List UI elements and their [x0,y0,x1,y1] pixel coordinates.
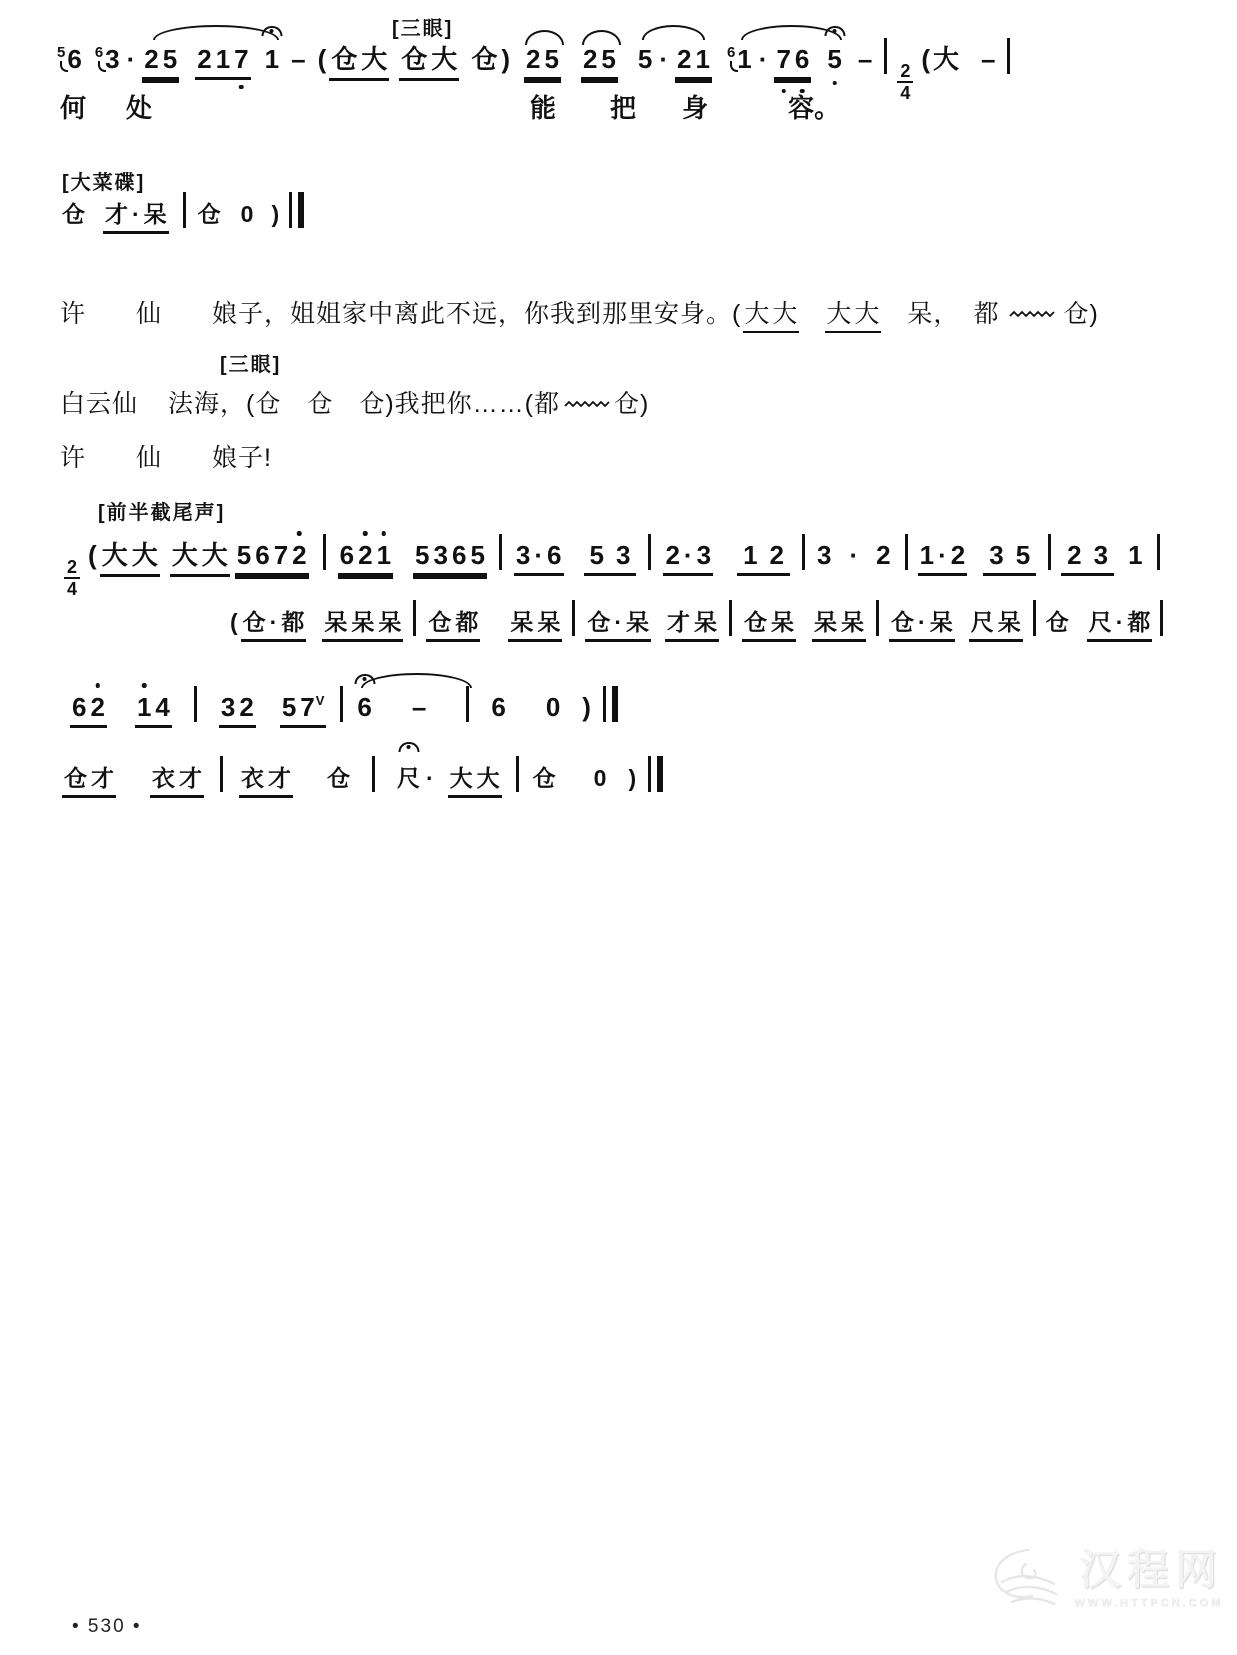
note-part: 大 [772,300,799,328]
note-token [170,535,230,577]
note-part: 5 [827,44,842,74]
slur [361,673,472,688]
note-token [969,604,1023,642]
note-part: 大 [826,300,853,328]
grace-note: 6 [726,44,736,61]
note-part: 2 [239,692,254,722]
note-part: 7 [234,44,249,74]
note-token: 娘子! [212,444,272,472]
note-part: 3 [989,540,1004,570]
note-token [219,692,256,728]
note-part: 5 [470,540,485,570]
note-part: 呆 [351,609,375,635]
note-part: 5 [601,44,616,74]
grace-note: 6 [94,44,104,61]
note-token: ( [921,44,930,74]
note-token: 把 [610,93,637,123]
note-part: 1 [695,44,710,74]
note-part: 1 [136,692,152,722]
barline [802,534,805,570]
note-part: 大 [744,300,771,328]
fermata-icon [398,742,419,752]
note-token [1061,540,1114,576]
note-token: – [981,44,996,74]
barline [372,756,375,792]
note-token [889,604,955,642]
note-token: 1 [737,44,752,74]
note-part: 大 [449,765,473,791]
note-token: ) [271,201,280,227]
note-token [235,540,309,576]
barline [1160,600,1163,636]
note-token: 身 [682,93,709,123]
note-part: 3 [433,540,448,570]
note-token [983,540,1036,576]
grace-note: 5 [57,44,66,61]
barline [466,686,469,722]
note-part: 1 [215,44,231,74]
note-part: 呆 [626,609,650,635]
watermark-site-url: WWW.HTTPCN.COM [1074,1597,1223,1609]
note-token [142,44,179,80]
note-token [825,294,881,333]
note-token: 仓) [1063,300,1099,328]
watermark-text [1074,1546,1223,1609]
note-part: 仓 [744,609,768,635]
note-part: 仓 [428,609,452,635]
note-token [774,44,811,80]
barline [499,534,502,570]
dialogue-line-xuxian [60,286,1099,341]
note-part: 2 [292,540,307,570]
barline [648,534,651,570]
note-token: 仓 [532,765,556,791]
note-token: 许 [60,300,87,328]
note-token [100,535,160,577]
note-token [581,44,618,80]
note-token: · [426,765,434,791]
barline [183,192,186,228]
note-part: 2 [144,44,159,74]
note-part: 7 [776,44,791,74]
note-token: 呆， [907,300,960,328]
note-token: – [291,44,306,74]
note-token [150,760,204,798]
note-part: $7^V$ [300,692,325,722]
barline [1157,534,1160,570]
section-label-qianban: [前半截尾声] [98,502,226,524]
note-part: 5 [1015,540,1031,570]
note-token [322,604,403,642]
note-token: ( [317,44,327,74]
note-part: 都 [455,609,479,635]
note-part: 2 [90,692,105,722]
note-token: 6 [67,44,82,74]
note-token [812,604,866,642]
note-token [399,39,459,81]
note-token: 能 [530,93,557,123]
note-token: ) [628,765,637,791]
note-token [514,540,564,576]
note-part: 1 [919,540,935,570]
note-part: 2 [582,44,598,74]
barline [323,534,326,570]
note-part: 呆 [537,609,561,635]
note-part: 6 [339,540,355,570]
note-part: 2 [665,540,680,570]
note-part: 大 [431,44,458,74]
barline [194,686,197,722]
final-barline [648,756,663,792]
note-token: 3 [817,540,832,570]
section-label-dacaidie: [大菜碟] [62,172,146,194]
note-token: 0 [545,692,561,722]
note-token: 仓 [307,390,334,418]
note-part: 大 [361,44,388,74]
final-barline [289,192,304,228]
watermark [982,1542,1223,1616]
note-token: 法海，(仓 [168,390,282,418]
percussion-line-dacaidie [62,168,304,252]
note-part: 都 [281,609,305,635]
note-token [663,540,713,576]
note-token [241,604,307,642]
barline [876,600,879,636]
note-part: 大 [131,540,158,570]
note-part: 大 [854,300,881,328]
slur [153,25,279,40]
time-top: 2 [64,558,80,579]
note-token: 0 [240,201,254,227]
note-part: · [683,540,693,570]
note-token [665,604,719,642]
note-part: 2 [197,44,212,74]
note-token [103,196,169,234]
note-token: 6 [357,692,371,723]
note-token: 仓 [471,44,498,74]
note-part: 大 [171,540,198,570]
note-token [585,604,651,642]
note-part: 才 [91,765,114,791]
note-token: ) [501,44,510,74]
note-token [743,294,799,333]
percussion-line-coda [230,576,1163,660]
note-part: 才 [179,765,202,791]
note-token: 容。 [788,93,841,123]
note-token: 仓 [1045,609,1069,635]
note-part: 尺 [970,609,994,635]
note-part: 5 [281,692,297,722]
note-token: · [758,44,768,74]
note-part: 5 [162,44,178,74]
note-token [280,692,327,728]
note-part: 呆 [771,609,795,635]
note-token: 3 [105,44,120,74]
note-part: · [1115,609,1124,635]
note-token [426,604,480,642]
note-part: 6 [255,540,270,570]
note-part: 4 [155,692,170,722]
note-part: 呆 [324,609,348,635]
note-part: 3 [220,692,236,722]
note-token: 许 [60,444,87,472]
barline [572,600,575,636]
note-token [737,540,790,576]
note-token: ) [582,692,591,722]
note-part: 1 [376,540,392,570]
note-part: 才 [268,765,291,791]
note-token [524,44,561,80]
time-bottom: 4 [67,579,78,599]
note-token: · [659,44,669,74]
note-part: 5 [544,44,559,74]
note-part: 仓 [401,44,428,74]
note-part: 2 [1067,540,1082,570]
note-token: 都 [973,300,1000,328]
note-token [62,760,116,798]
note-token [825,44,843,75]
note-token [195,44,250,80]
note-token: – [411,692,427,722]
barline [884,38,887,74]
watermark-logo-icon [982,1542,1068,1616]
note-token: · [849,540,859,570]
note-part: · [132,201,140,227]
note-token: 仓 [197,201,221,227]
barline [516,756,519,792]
note-part: 尺 [1088,609,1112,635]
slur [642,25,705,40]
note-part: 1 [743,540,758,570]
note-token [675,44,712,80]
note-part: 6 [794,44,810,74]
note-token: 娘子，姐姐家中离此不远，你我到那里安身。( [212,300,742,328]
note-part: 才 [667,609,691,635]
note-part: 2 [769,540,784,570]
note-token: 6 [491,692,506,722]
percussion-line-coda-2 [62,732,663,816]
note-part: 7 [273,540,289,570]
barline [1048,534,1051,570]
note-part: 衣 [152,765,175,791]
wavy-line-icon [1009,298,1055,327]
time-signature [897,62,913,102]
note-token: ( [88,540,97,570]
note-token [1087,604,1153,642]
note-part: 都 [1127,609,1151,635]
wavy-line-icon [564,388,610,417]
note-token: 仓)我把你……(都 [359,390,561,418]
note-part: · [269,609,278,635]
barline [729,600,732,636]
note-token: 仓 [327,765,350,791]
note-part: 呆 [378,609,402,635]
note-part: 2 [677,44,692,74]
note-token: 5 [637,44,653,74]
dialogue-line-xuxian-2 [60,430,272,482]
note-token: 仓) [614,390,650,418]
note-part: · [918,609,926,635]
barline [220,756,223,792]
note-part: 大 [201,540,228,570]
note-token: 何 [60,93,87,123]
note-part: 呆 [694,609,718,635]
note-token [448,760,502,798]
note-token: 0 [593,765,607,791]
time-bottom: 4 [900,83,911,103]
section-label-sanyan-mid: [三眼] [220,354,282,376]
note-token: 尺 [397,760,420,793]
note-token: 1 [1128,540,1143,570]
note-token [338,540,393,576]
note-part: · [938,540,947,570]
note-part: 仓 [587,609,611,635]
note-part: 呆 [997,609,1021,635]
page-number: • 530 • [72,1616,142,1637]
note-token [413,540,487,576]
lyrics-line-1 [60,88,840,125]
note-part: 6 [547,540,562,570]
note-token: 2 [876,540,891,570]
note-token: 仓 [62,201,85,227]
breath-mark: V [315,693,325,708]
note-part: 呆 [143,201,167,227]
note-token [329,39,389,81]
section-label-sanyan-top: [三眼] [392,18,454,40]
note-part: 2 [950,540,966,570]
final-barline [603,686,618,722]
note-token [508,604,562,642]
note-part: 仓 [331,44,358,74]
note-part: 呆 [929,609,953,635]
barline [905,534,908,570]
barline [1033,600,1036,636]
note-part: · [534,540,544,570]
watermark-site-name: 汉程网 [1078,1546,1223,1593]
note-token: 白云仙 [60,390,139,418]
barline [340,686,343,722]
note-part: 呆 [510,609,534,635]
note-part: 5 [589,540,604,570]
note-token [918,540,968,576]
note-part: 衣 [241,765,264,791]
note-token: 处 [126,93,153,123]
note-part: 大 [476,765,500,791]
barline [1007,38,1010,74]
note-token: 1 [265,44,279,75]
note-token [135,692,172,728]
note-part: 大 [101,540,128,570]
note-part: 呆 [814,609,838,635]
note-token: · [126,44,136,74]
note-part: 2 [358,540,373,570]
note-part: 3 [696,540,712,570]
slur [525,30,564,45]
note-part: 仓 [64,765,87,791]
note-part: 仓 [891,609,915,635]
note-token [239,760,293,798]
note-part: 仓 [242,609,266,635]
note-part: 2 [526,44,541,74]
barline [413,600,416,636]
note-token: 仙 [136,444,163,472]
note-part: 3 [1093,540,1109,570]
note-token: 大 [933,44,960,74]
note-token: 仙 [136,300,163,328]
note-part: 5 [236,540,252,570]
note-part: 6 [72,692,87,722]
time-signature [64,558,80,598]
note-part: 3 [615,540,631,570]
note-token [70,692,107,728]
note-token [742,604,796,642]
note-token [584,540,637,576]
note-part: · [614,609,623,635]
note-part: 6 [451,540,467,570]
note-part: 才 [105,201,128,227]
note-part: 呆 [841,609,865,635]
note-part: 5 [415,540,430,570]
note-part: 3 [515,540,531,570]
time-top: 2 [897,62,913,83]
note-token: ( [230,609,238,635]
dialogue-line-baiyunxian [60,376,649,428]
slur [582,30,621,45]
note-token: – [857,44,873,74]
